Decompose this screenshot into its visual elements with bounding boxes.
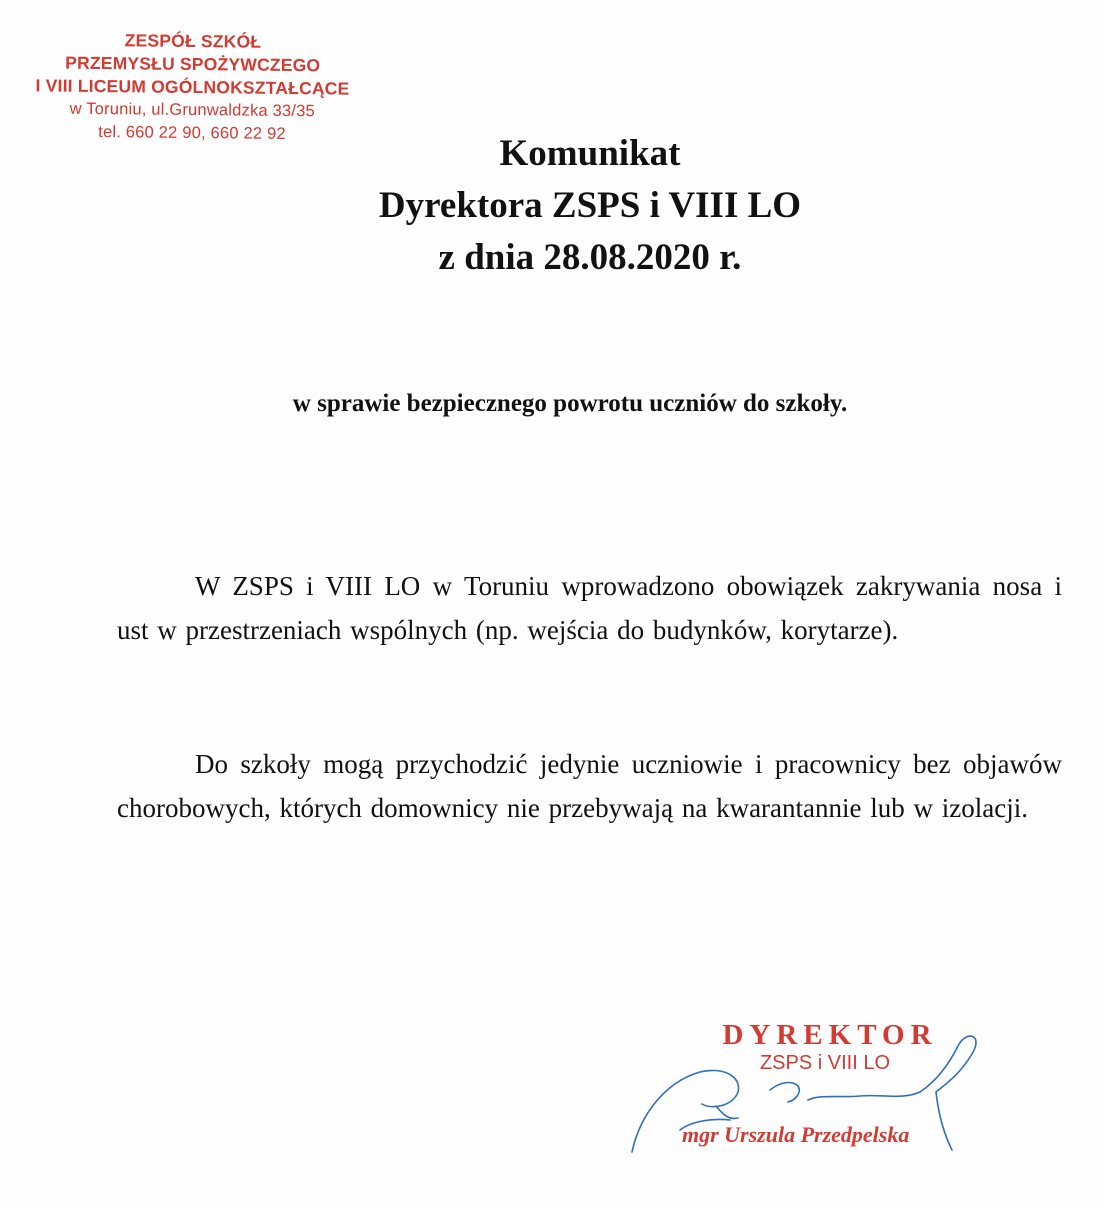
paragraph-1: W ZSPS i VIII LO w Toruniu wprowadzono obowiązek zakrywania nosa i ust w przestrzeniach wspólnych (np. wejścia do budynków, korytarze). <box>117 571 1062 645</box>
title-line-2: Dyrektora ZSPS i VIII LO <box>378 185 802 226</box>
document-subject: w sprawie bezpiecznego powrotu uczniów do szkoły. <box>292 390 848 417</box>
title-line-1: Komunikat <box>499 133 681 174</box>
director-stamp-title: DYREKTOR <box>722 1019 938 1051</box>
title-line-3: z dnia 28.08.2020 r. <box>438 237 742 278</box>
stamp-line-3: I VIII LICEUM OGÓLNOKSZTAŁCĄCE <box>35 75 350 99</box>
director-name: mgr Urszula Przedpelska <box>682 1122 910 1147</box>
stamp-line-1: ZESPÓŁ SZKÓŁ <box>124 30 262 52</box>
stamp-phone: tel. 660 22 90, 660 22 92 <box>98 123 286 143</box>
paragraph-2: Do szkoły mogą przychodzić jedynie uczniowie i pracownicy bez objawów chorobowych, których domownicy nie przebywają na kwarantannie lub w izolacji. <box>117 749 1062 823</box>
director-stamp-school: ZSPS i VIII LO <box>759 1052 891 1074</box>
stamp-line-2: PRZEMYSŁU SPOŻYWCZEGO <box>65 52 321 76</box>
stamp-address: w Toruniu, ul.Grunwaldzka 33/35 <box>69 99 315 121</box>
document-title <box>230 128 950 284</box>
handwritten-signature <box>620 1020 990 1190</box>
